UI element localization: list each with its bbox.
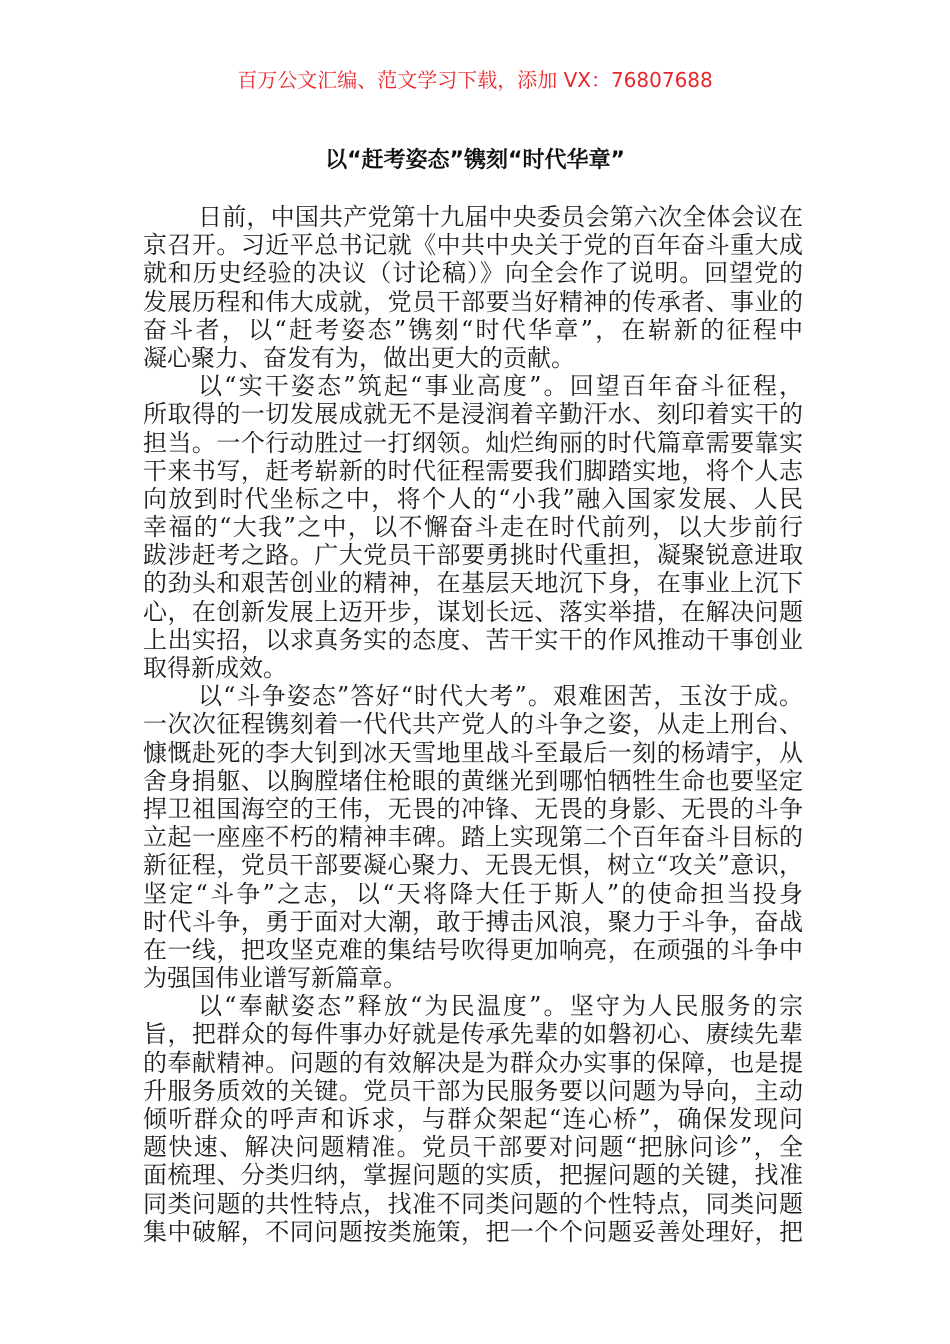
text-line: 捍卫祖国海空的王伟，无畏的冲锋、无畏的身影、无畏的斗争 <box>143 794 803 823</box>
paragraph-4 <box>143 992 815 1246</box>
paragraph-1 <box>143 203 815 372</box>
text-line: 集中破解，不同问题按类施策，把一个个问题妥善处理好，把 <box>143 1217 803 1246</box>
text-line: 倾听群众的呼声和诉求，与群众架起“连心桥”，确保发现问 <box>143 1105 803 1133</box>
text-line: 一次次征程镌刻着一代代共产党人的斗争之姿，从走上刑台、 <box>143 710 803 739</box>
text-line: 凝心聚力、奋发有为，做出更大的贡献。 <box>143 343 575 372</box>
text-line: 取得新成效。 <box>143 654 287 682</box>
text-line: 以“实干姿态”筑起“事业高度”。回望百年奋斗征程， <box>198 372 803 401</box>
text-line: 舍身捐躯、以胸膛堵住枪眼的黄继光到哪怕牺牲生命也要坚定 <box>143 766 803 795</box>
text-line: 慷慨赴死的李大钊到冰天雪地里战斗至最后一刻的杨靖宇，从 <box>143 738 803 767</box>
text-line: 跋涉赶考之路。广大党员干部要勇挑时代重担，凝聚锐意进取 <box>143 541 803 570</box>
text-line: 旨，把群众的每件事办好就是传承先辈的如磐初心、赓续先辈 <box>143 1020 803 1049</box>
text-line: 幸福的“大我”之中，以不懈奋斗走在时代前列，以大步前行 <box>143 513 803 542</box>
paragraph-2 <box>143 372 815 682</box>
text-line: 上出实招，以求真务实的态度、苦干实干的作风推动干事创业 <box>143 625 803 654</box>
text-line: 以“斗争姿态”答好“时代大考”。艰难困苦，玉汝于成。 <box>198 682 803 711</box>
text-line: 就和历史经验的决议（讨论稿）》向全会作了说明。回望党的 <box>143 259 803 288</box>
text-line: 题快速、解决问题精准。党员干部要对问题“把脉问诊”，全 <box>143 1133 803 1162</box>
text-line: 发展历程和伟大成就，党员干部要当好精神的传承者、事业的 <box>143 287 803 316</box>
text-line: 的劲头和艰苦创业的精神，在基层天地沉下身，在事业上沉下 <box>143 569 803 598</box>
text-line: 立起一座座不朽的精神丰碑。踏上实现第二个百年奋斗目标的 <box>143 823 803 852</box>
text-line: 京召开。习近平总书记就《中共中央关于党的百年奋斗重大成 <box>143 231 803 260</box>
watermark-header: 百万公文汇编、范文学习下载，添加 VX：76807688 <box>237 68 713 92</box>
text-line: 日前，中国共产党第十九届中央委员会第六次全体会议在 <box>198 203 803 231</box>
paragraph-3 <box>143 682 815 992</box>
text-line: 向放到时代坐标之中，将个人的“小我”融入国家发展、人民 <box>143 484 803 513</box>
document-body <box>143 203 815 1246</box>
text-line: 所取得的一切发展成就无不是浸润着辛勤汗水、刻印着实干的 <box>143 400 803 429</box>
text-line: 面梳理、分类归纳，掌握问题的实质，把握问题的关键，找准 <box>143 1161 803 1190</box>
text-line: 干来书写，赶考崭新的时代征程需要我们脚踏实地，将个人志 <box>143 456 803 485</box>
text-line: 时代斗争，勇于面对大潮，敢于搏击风浪，聚力于斗争，奋战 <box>143 907 803 936</box>
text-line: 的奉献精神。问题的有效解决是为群众办实事的保障，也是提 <box>143 1048 803 1077</box>
text-line: 为强国伟业谱写新篇章。 <box>143 964 407 993</box>
text-line: 心，在创新发展上迈开步，谋划长远、落实举措，在解决问题 <box>143 597 803 626</box>
text-line: 坚定“斗争”之志，以“天将降大任于斯人”的使命担当投身 <box>143 879 803 908</box>
text-line: 奋斗者，以“赶考姿态”镌刻“时代华章”，在崭新的征程中 <box>143 315 803 344</box>
document-title: 以“赶考姿态”镌刻“时代华章” <box>325 148 625 173</box>
text-line: 在一线，把攻坚克难的集结号吹得更加响亮，在顽强的斗争中 <box>143 935 803 964</box>
text-line: 同类问题的共性特点，找准不同类问题的个性特点，同类问题 <box>143 1189 803 1218</box>
text-line: 以“奉献姿态”释放“为民温度”。坚守为人民服务的宗 <box>198 992 803 1021</box>
text-line: 担当。一个行动胜过一打纲领。灿烂绚丽的时代篇章需要靠实 <box>143 428 803 457</box>
text-line: 新征程，党员干部要凝心聚力、无畏无惧，树立“攻关”意识， <box>143 851 803 880</box>
text-line: 升服务质效的关键。党员干部为民服务要以问题为导向，主动 <box>143 1076 803 1105</box>
